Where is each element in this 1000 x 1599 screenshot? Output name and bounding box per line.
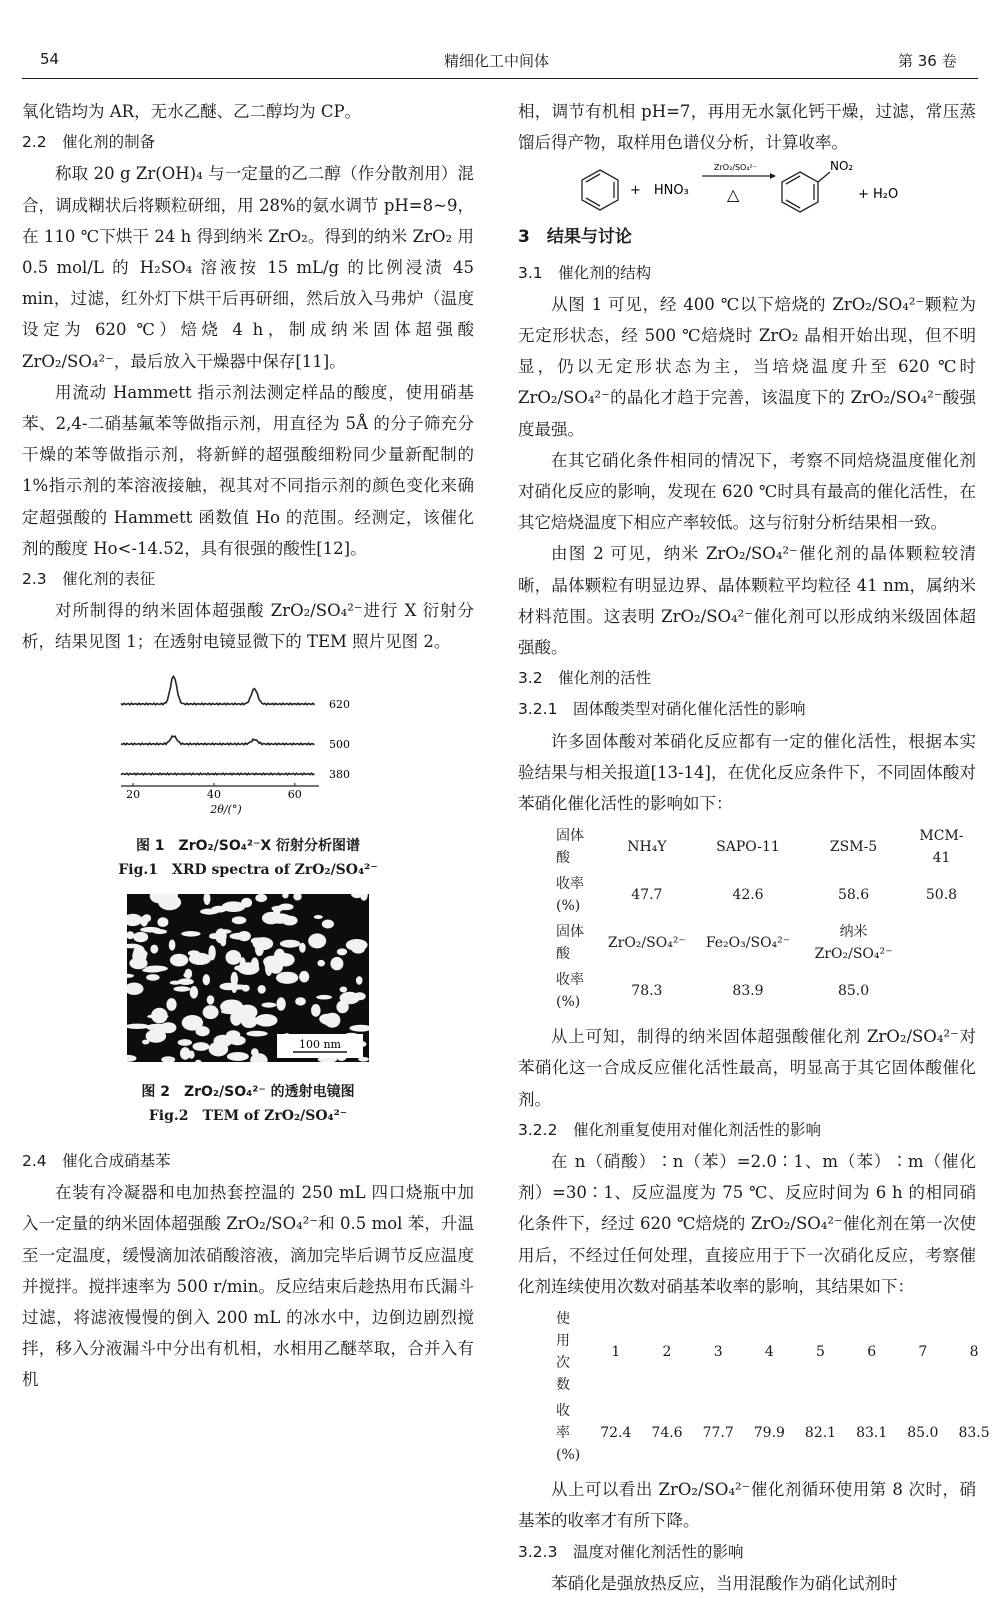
journal-title: 精细化工中间体 [444,52,550,70]
page-number: 54 [40,50,60,68]
eq-h2o: + H₂O [858,187,899,203]
figure-caption: 图 2 ZrO₂/SO₄²⁻ 的透射电镜图 [141,1084,355,1101]
volume-label: 第 36 卷 [898,52,957,70]
paragraph: 相，调节有机相 pH=7，再用无水氯化钙干燥，过滤，常压蒸馏后得产物，取样用色谱仪分析，计算收率。 [518,102,976,153]
eq-hno3: + HNO₃ [630,183,689,199]
paragraph: 苯硝化是强放热反应，当用混酸作为硝化试剂时 [551,1573,898,1593]
xrd-chart [103,666,393,816]
paragraph: 用流动 Hammett 指示剂法测定样品的酸度，使用硝基苯、2,4-二硝基氟苯等做指示剂，用直径为 5Å 的分子筛充分干燥的苯等做指示剂，将新鲜的超强酸细粉同少量新配制的 1%指示剂的苯溶液接触，视其对不同指示剂的颜色变化来确定超强酸的 Hammett 函数值 Ho 的范围。经测定，该催化剂的酸度 Ho<-14.52，具有很强的酸性[12]。 [22,382,474,558]
section-heading: 2.4 催化合成硝基苯 [22,1152,171,1171]
section-heading: 3.1 催化剂的结构 [518,263,652,282]
tem-figure [22,894,474,1072]
section-heading: 3.2.3 温度对催化剂活性的影响 [518,1542,744,1561]
x-tick-label: 40 [206,787,221,801]
paragraph: 氧化锆均为 AR，无水乙醚、乙二醇均为 CP。 [22,102,362,121]
reuse-table [556,1306,1000,1468]
table-row: 收率(%) 72.4 74.6 77.7 79.9 82.1 83.1 85.0 83.5 [556,1403,990,1464]
section-heading: 3 结果与讨论 [518,227,632,248]
header-rule [22,78,978,79]
solid-acid-table [556,823,976,1015]
paragraph: 在 n（硝酸）∶n（苯）=2.0∶1、m（苯）∶m（催化剂）=30∶1、反应温度为 75 ℃、反应时间为 6 h 的相同硝化条件下，经过 620 ℃焙烧的 ZrO₂/SO₄²⁻催化剂在第一次使用后，不经过任何处理，直接应用于下一次硝化反应，考察催化剂连续使用次数对硝基苯收率的影响，其结果如下： [518,1152,976,1296]
arrow-head-icon [770,173,776,179]
figure-caption-en: Fig.1 XRD spectra of ZrO₂/SO₄²⁻ [118,861,378,878]
table-row: 收率(%) 78.3 83.9 85.0 [556,972,870,1011]
eq-catalyst: ZrO₂/SO₄²⁻ [714,163,757,173]
paragraph: 在装有冷凝器和电加热套控温的 250 mL 四口烧瓶中加入一定量的纳米固体超强酸 ZrO₂/SO₄²⁻和 0.5 mol 苯，升温至一定温度，缓慢滴加浓硝酸溶液，滴加完毕后调节反应温度并搅拌。搅拌速率为 500 r/min。反应结束后趁热用布氏漏斗过滤，将滤液慢慢的倒入 200 mL 的冰水中，边倒边剧烈搅拌，移入分液漏斗中分出有机相，水相用乙醚萃取，合并入有机 [22,1183,474,1390]
table-row: 固体酸 ZrO₂/SO₄²⁻ Fe₂O₃/SO₄²⁻ 纳米 ZrO₂/SO₄²⁻ [556,924,893,963]
section-heading: 2.3 催化剂的表征 [22,570,156,589]
paragraph: 从上可知，制得的纳米固体超强酸催化剂 ZrO₂/SO₄²⁻对苯硝化这一合成反应催化活性最高，明显高于其它固体酸催化剂。 [518,1027,976,1109]
section-heading: 3.2.2 催化剂重复使用对催化剂活性的影响 [518,1120,821,1139]
table-row: 收率(%) 47.7 42.6 58.6 50.8 [556,876,958,915]
paragraph: 从上可以看出 ZrO₂/SO₄²⁻催化剂循环使用第 8 次时，硝基苯的收率才有所下降。 [518,1480,976,1531]
series-label: 500 [329,737,350,751]
paragraph: 在其它硝化条件相同的情况下，考察不同焙烧温度催化剂对硝化反应的影响，发现在 620 ℃时具有最高的催化活性，在其它焙烧温度下相应产率较低。这与衍射分析结果相一致。 [518,450,976,533]
section-heading: 3.2 催化剂的活性 [518,669,652,688]
x-axis-label: 2θ/(°) [210,802,242,816]
xrd-series-line [121,773,315,775]
x-tick-label: 20 [126,787,141,801]
section-heading: 3.2.1 固体酸类型对硝化催化活性的影响 [518,700,806,719]
x-tick-label: 60 [287,787,302,801]
paragraph: 从图 1 可见，经 400 ℃以下焙烧的 ZrO₂/SO₄²⁻颗粒为无定形状态，经 500 ℃焙烧时 ZrO₂ 晶相开始出现，但不明显，仍以无定形状态为主，当培烧温度升至 620 ℃时 ZrO₂/SO₄²⁻的晶化才趋于完善，该温度下的 ZrO₂/SO₄²⁻酸强度最强。 [518,294,976,439]
scale-bar-label: 100 nm [298,1037,342,1051]
benzene-ring-icon [582,170,618,210]
paragraph: 许多固体酸对苯硝化反应都有一定的催化活性，根据本实验结果与相关报道[13-14]，在优化反应条件下，不同固体酸对苯硝化催化活性的影响如下： [518,731,976,814]
paragraph: 对所制得的纳米固体超强酸 ZrO₂/SO₄²⁻进行 X 衍射分析，结果见图 1；在透射电镜显微下的 TEM 照片见图 2。 [22,601,474,652]
series-label: 620 [329,697,350,711]
xrd-series-line [121,676,315,704]
table-row: 固体酸 NH₄Y SAPO-11 ZSM-5 MCM-41 [556,828,964,867]
section-heading: 2.2 催化剂的制备 [22,133,156,152]
series-label: 380 [329,767,350,781]
figure-caption: 图 1 ZrO₂/SO₄²⁻X 衍射分析图谱 [135,837,361,854]
paragraph: 由图 2 可见，纳米 ZrO₂/SO₄²⁻催化剂的晶体颗粒较清晰，晶体颗粒有明显边界、晶体颗粒平均粒径 41 nm，属纳米材料范围。这表明 ZrO₂/SO₄²⁻催化剂可以形成纳米级固体超强酸。 [518,544,976,658]
paragraph: 称取 20 g Zr(OH)₄ 与一定量的乙二醇（作分散剂用）混合，调成糊状后将颗粒研细，用 28%的氨水调节 pH=8~9，在 110 ℃下烘干 24 h 得到纳米 ZrO₂。得到的纳米 ZrO₂ 用 0.5 mol/L 的 H₂SO₄ 溶液按 15 mL/g 的比例浸渍 45 min，过滤，红外灯下烘干后再研细，然后放入马弗炉（温度设定为 620 ℃）焙烧 4 h，制成纳米固体超强酸 ZrO₂/SO₄²⁻，最后放入干燥器中保存[11]。 [22,164,474,371]
tem-image [127,894,369,1062]
figure-caption-en: Fig.2 TEM of ZrO₂/SO₄²⁻ [148,1108,348,1125]
xrd-series-line [121,736,315,745]
left-column [22,96,474,1396]
right-column [518,96,990,1599]
table-row: 使用次数 1 2 3 4 5 6 7 8 [556,1311,979,1394]
eq-heat: △ [727,185,740,205]
xrd-figure [22,666,474,826]
reaction-equation [518,158,976,218]
eq-no2: NO₂ [830,159,854,174]
nitrobenzene-ring-icon [782,172,830,212]
